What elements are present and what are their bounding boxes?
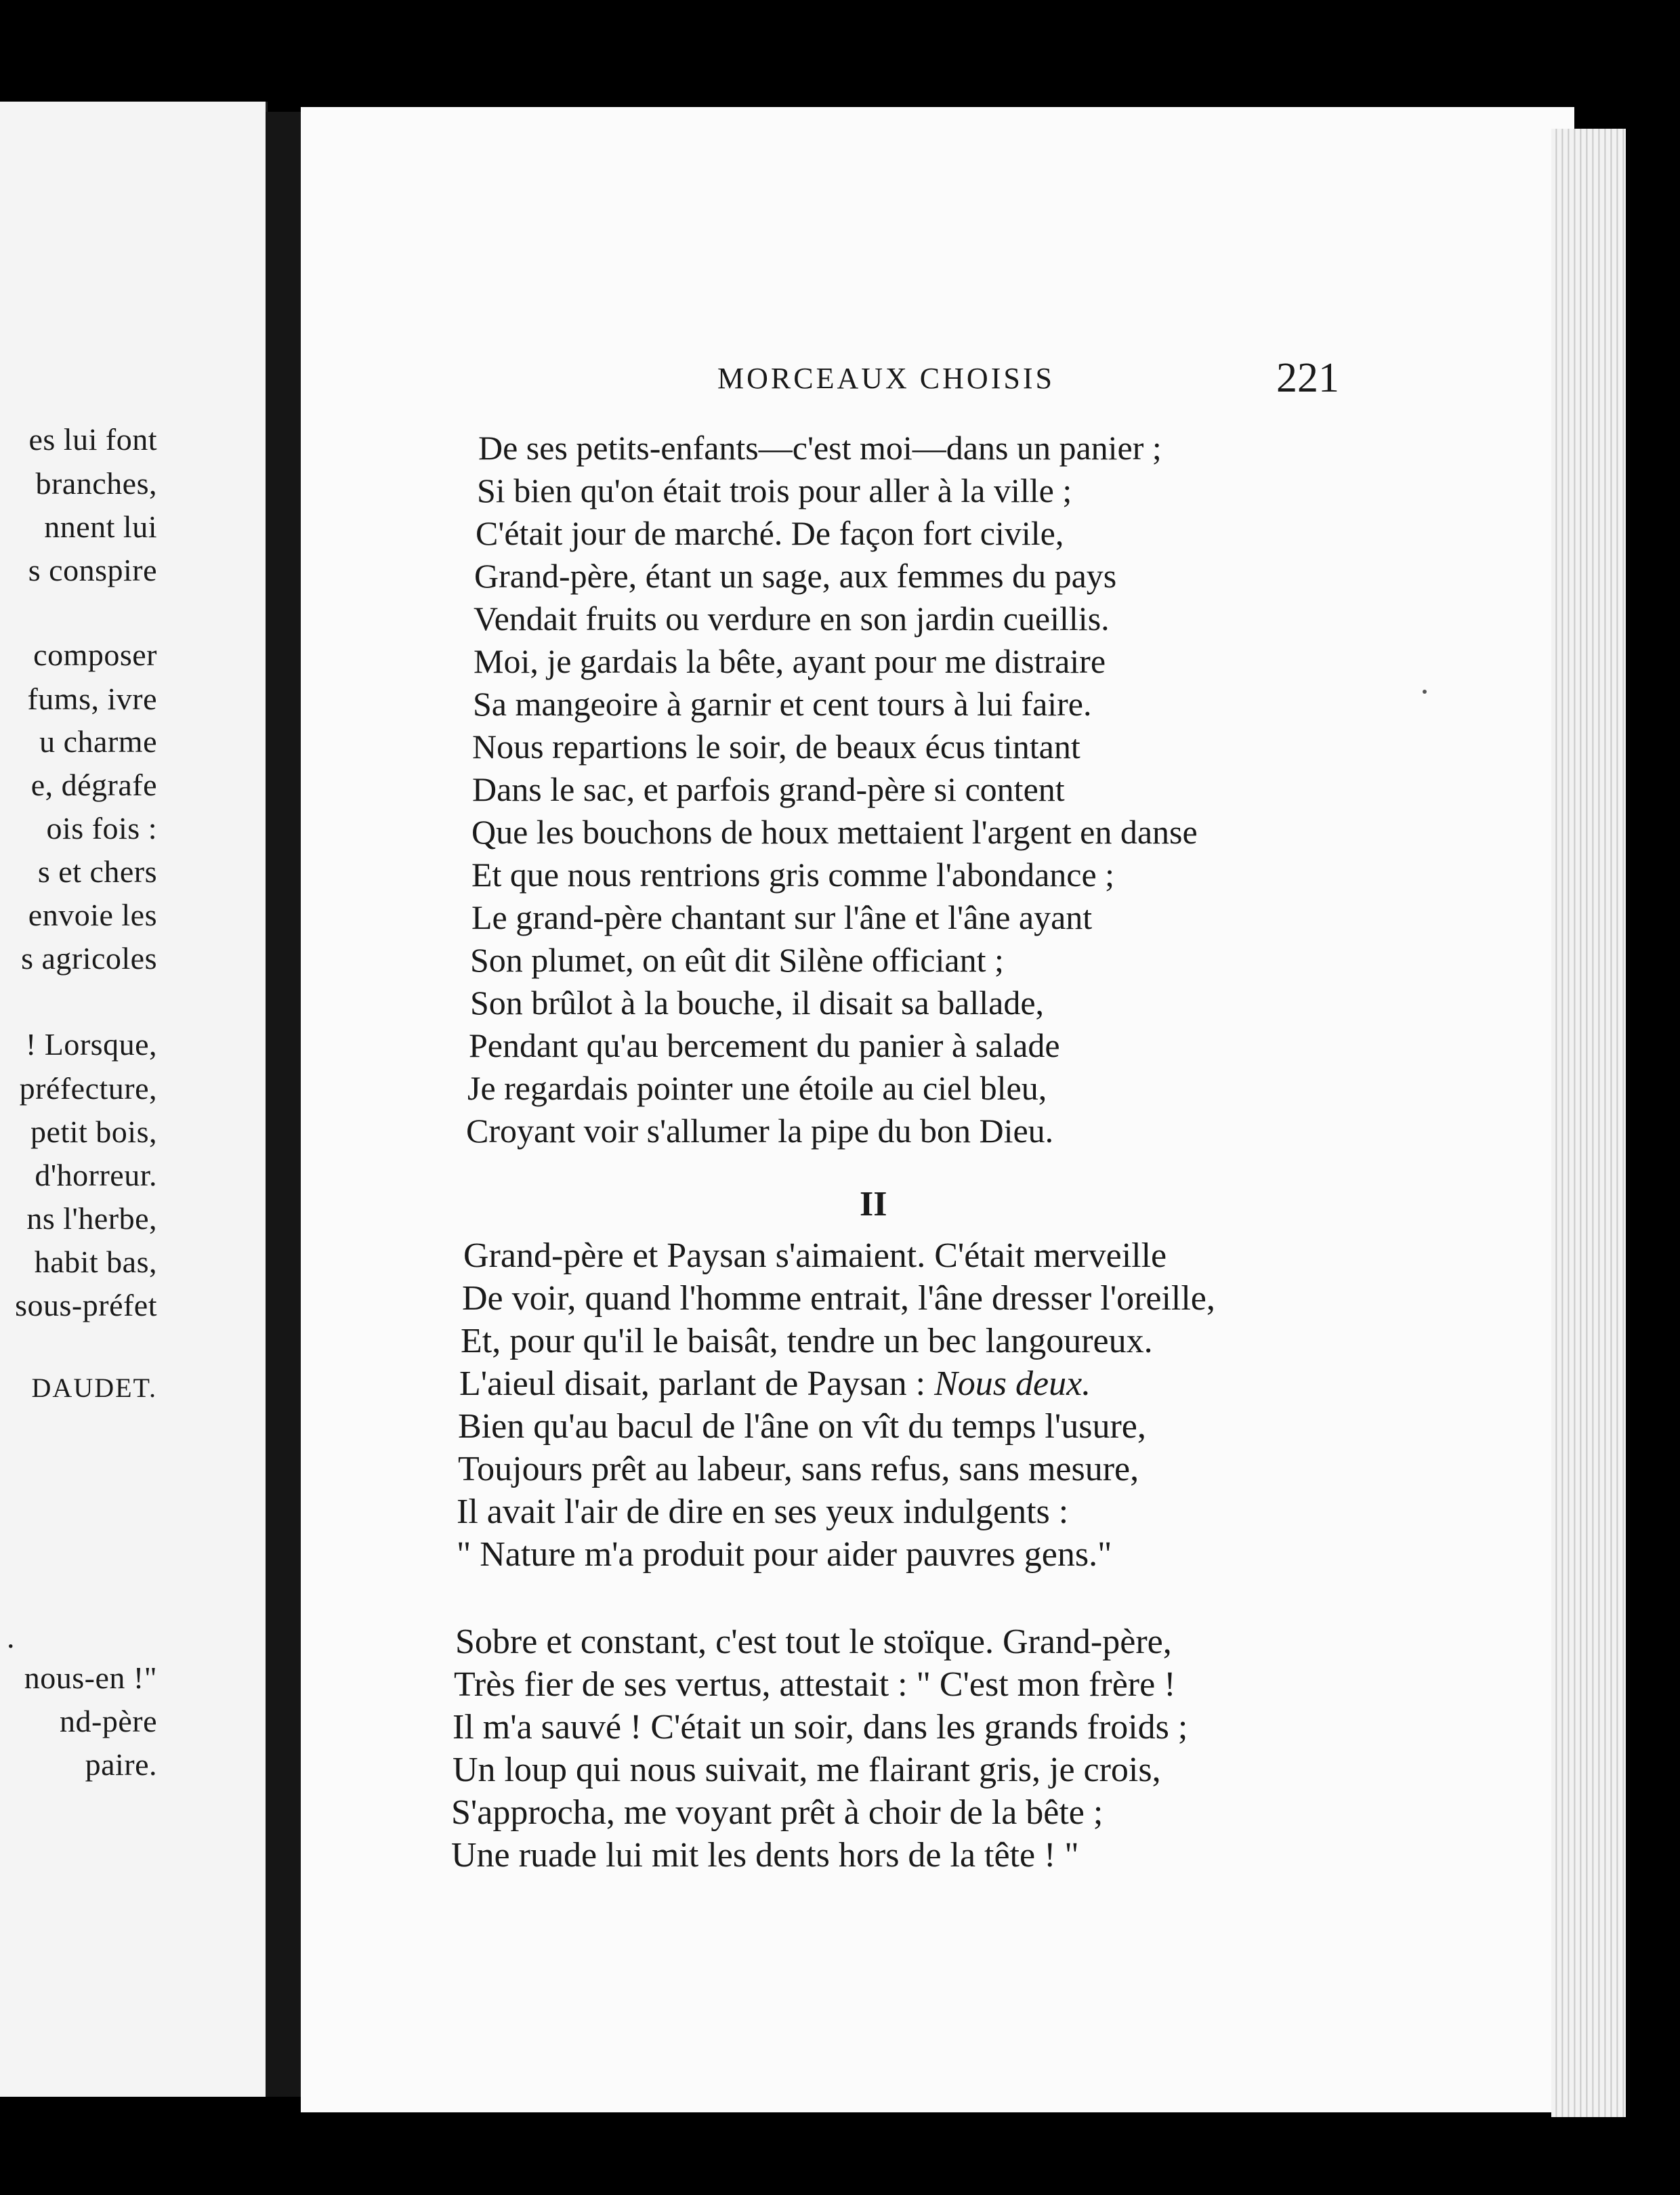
verse-line: Si bien qu'on était trois pour aller à la ville ; — [477, 472, 1072, 509]
left-line: s agricoles — [21, 941, 157, 976]
left-line: préfecture, — [19, 1071, 157, 1106]
verse-line: Sobre et constant, c'est tout le stoïque. Grand-père, — [455, 1623, 1172, 1661]
verse-line: Une ruade lui mit les dents hors de la tête ! " — [451, 1836, 1079, 1875]
verse-line: Il m'a sauvé ! C'était un soir, dans les grands froids ; — [453, 1708, 1188, 1747]
verse-line: Grand-père et Paysan s'aimaient. C'était merveille — [463, 1236, 1167, 1275]
left-line: habit bas, — [34, 1245, 157, 1279]
left-line: nd-père — [60, 1704, 157, 1738]
speck — [1423, 690, 1427, 694]
left-line: petit bois, — [30, 1114, 157, 1149]
left-line: e, dégrafe — [30, 768, 157, 802]
verse-line: Le grand-père chantant sur l'âne et l'âne ayant — [471, 898, 1093, 936]
left-line: nnent lui — [44, 509, 157, 544]
left-line: envoie les — [28, 898, 157, 932]
verse-line: Grand-père, étant un sage, aux femmes du pays — [474, 557, 1117, 595]
verse-line: Toujours prêt au labeur, sans refus, sans mesure, — [458, 1450, 1139, 1488]
left-line: fums, ivre — [27, 682, 157, 716]
verse-line: De voir, quand l'homme entrait, l'âne dresser l'oreille, — [462, 1279, 1215, 1318]
verse-line: " Nature m'a produit pour aider pauvres gens." — [457, 1535, 1112, 1574]
verse-line: Pendant qu'au bercement du panier à salade — [469, 1026, 1060, 1064]
left-line: branches, — [35, 466, 157, 501]
verse-line: Son plumet, on eût dit Silène officiant ; — [470, 941, 1004, 979]
verse-line: Un loup qui nous suivait, me flairant gris, je crois, — [453, 1751, 1161, 1789]
left-line: ns l'herbe, — [26, 1201, 157, 1236]
verse-line: Très fier de ses vertus, attestait : " C'est mon frère ! — [454, 1665, 1176, 1704]
left-line: sous-préfet — [15, 1288, 157, 1322]
running-head: MORCEAUX CHOISIS — [717, 362, 1055, 395]
right-page — [301, 107, 1574, 2112]
verse-line: Il avait l'air de dire en ses yeux indulgents : — [457, 1492, 1069, 1531]
left-line: u charme — [39, 724, 157, 759]
verse-line: Nous repartions le soir, de beaux écus tintant — [472, 728, 1080, 766]
left-line: s conspire — [28, 553, 157, 587]
left-line: d'horreur. — [35, 1158, 157, 1192]
left-line: . — [7, 1620, 15, 1654]
verse-line: Son brûlot à la bouche, il disait sa ballade, — [470, 984, 1045, 1022]
verse-line: Bien qu'au bacul de l'âne on vît du temps l'usure, — [458, 1407, 1146, 1446]
verse-line: De ses petits-enfants—c'est moi—dans un panier ; — [478, 429, 1162, 467]
verse-line: Dans le sac, et parfois grand-père si content — [472, 770, 1065, 808]
left-line: nous-en !" — [24, 1660, 157, 1695]
verse-line: Et, pour qu'il le baisât, tendre un bec langoureux. — [461, 1322, 1153, 1360]
left-page — [0, 102, 268, 2097]
left-line: ! Lorsque, — [25, 1027, 157, 1062]
page-number: 221 — [1276, 355, 1339, 401]
book-gutter — [266, 112, 301, 2097]
verse-line: Je regardais pointer une étoile au ciel bleu, — [467, 1069, 1047, 1107]
section-numeral: II — [860, 1185, 887, 1224]
verse-line: Croyant voir s'allumer la pipe du bon Dieu. — [466, 1112, 1054, 1150]
verse-line: L'aieul disait, parlant de Paysan : Nous deux. — [459, 1364, 1091, 1403]
left-line: paire. — [85, 1747, 157, 1782]
verse-line: C'était jour de marché. De façon fort civile, — [476, 514, 1064, 552]
author-signature: DAUDET. — [31, 1373, 157, 1403]
verse-line: S'approcha, me voyant prêt à choir de la bête ; — [451, 1793, 1104, 1832]
verse-line: Sa mangeoire à garnir et cent tours à lui faire. — [473, 685, 1092, 723]
verse-line: Et que nous rentrions gris comme l'abondance ; — [471, 856, 1115, 894]
verse-line: Que les bouchons de houx mettaient l'argent en danse — [471, 813, 1198, 851]
verse-line: Vendait fruits ou verdure en son jardin cueillis. — [474, 600, 1110, 637]
page-edges — [1551, 129, 1626, 2117]
italic-phrase: Nous deux. — [934, 1364, 1091, 1403]
left-line: composer — [33, 637, 157, 672]
left-line: ois fois : — [46, 811, 157, 845]
verse-line: Moi, je gardais la bête, ayant pour me distraire — [474, 642, 1106, 680]
left-line: s et chers — [37, 854, 157, 889]
left-line: es lui font — [28, 422, 157, 457]
